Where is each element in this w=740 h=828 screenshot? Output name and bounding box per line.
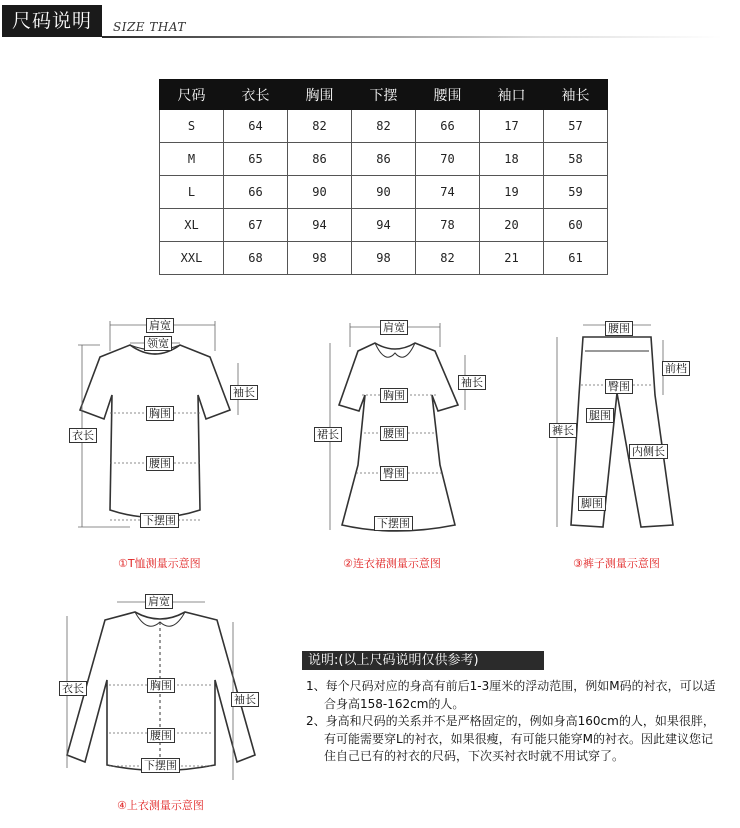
note-item: 2、身高和尺码的关系并不是严格固定的，例如身高160cm的人，如果很胖，有可能需要穿L的衬衣，如果很瘦，有可能只能穿M的衬衣。因此建议您记住自己已有的衬衣的尺码，下次买衬衣时就不用试穿了。 [306,714,715,763]
notes-body [306,678,716,766]
column-header: 袖长 [544,80,608,110]
column-header: 尺码 [160,80,224,110]
table-cell: XL [160,209,224,242]
table-cell: M [160,143,224,176]
tshirt-diagram [60,315,255,540]
table-cell: 60 [544,209,608,242]
table-cell: 66 [224,176,288,209]
table-cell: 78 [416,209,480,242]
label-chest: 胸围 [146,406,174,421]
table-cell: 94 [352,209,416,242]
label-waist: 腰围 [146,456,174,471]
column-header: 下摆 [352,80,416,110]
label-sleeve-length: 袖长 [230,385,258,400]
caption-pants: ③裤子测量示意图 [573,557,660,570]
table-cell: 57 [544,110,608,143]
page-title: 尺码说明 [2,5,102,37]
table-cell: L [160,176,224,209]
label-inseam: 内侧长 [629,444,668,459]
table-cell: 67 [224,209,288,242]
label-hip: 臀围 [380,466,408,481]
table-row [160,176,608,209]
label-pants-length: 裤长 [549,423,577,438]
label-dress-length: 裙长 [314,427,342,442]
caption-tshirt: ①T恤测量示意图 [118,557,201,570]
table-cell: 98 [288,242,352,275]
table-cell: 82 [352,110,416,143]
pants-diagram [545,315,695,540]
label-waist: 腰围 [380,426,408,441]
label-hem: 下摆围 [140,513,179,528]
label-chest: 胸围 [380,388,408,403]
column-header: 衣长 [224,80,288,110]
table-cell: 18 [480,143,544,176]
dress-diagram [310,315,500,540]
label-neck-width: 领宽 [144,336,172,351]
table-cell: 82 [288,110,352,143]
label-hem: 下摆围 [374,516,413,531]
table-cell: 90 [288,176,352,209]
size-table-header-row [160,80,608,110]
table-cell: S [160,110,224,143]
label-shoulder-width: 肩宽 [145,594,173,609]
table-cell: 86 [352,143,416,176]
label-chest: 胸围 [147,678,175,693]
table-cell: 94 [288,209,352,242]
column-header: 胸围 [288,80,352,110]
shirt-diagram [55,590,270,790]
table-cell: 74 [416,176,480,209]
table-row [160,242,608,275]
table-cell: 86 [288,143,352,176]
table-row [160,143,608,176]
table-cell: 17 [480,110,544,143]
page-subtitle: SIZE THAT [113,20,186,34]
table-cell: 59 [544,176,608,209]
label-sleeve-length: 袖长 [231,692,259,707]
caption-shirt: ④上衣测量示意图 [117,799,204,812]
label-shoulder-width: 肩宽 [146,318,174,333]
table-cell: 58 [544,143,608,176]
table-cell: 98 [352,242,416,275]
table-cell: 90 [352,176,416,209]
label-sleeve-length: 袖长 [458,375,486,390]
label-shoulder-width: 肩宽 [380,320,408,335]
table-cell: 70 [416,143,480,176]
table-cell: 82 [416,242,480,275]
table-cell: 65 [224,143,288,176]
label-front-rise: 前档 [662,361,690,376]
table-cell: 68 [224,242,288,275]
table-cell: 21 [480,242,544,275]
size-table [159,79,608,275]
label-hip: 臀围 [605,379,633,394]
label-waist: 腰围 [147,728,175,743]
label-hem: 下摆围 [141,758,180,773]
table-cell: 61 [544,242,608,275]
label-thigh: 腿围 [586,408,614,423]
table-cell: 19 [480,176,544,209]
label-ankle: 脚围 [578,496,606,511]
table-cell: 66 [416,110,480,143]
page-header [0,0,740,46]
table-cell: 20 [480,209,544,242]
notes-title: 说明:(以上尺码说明仅供参考) [302,651,544,670]
table-cell: XXL [160,242,224,275]
label-body-length: 衣长 [59,681,87,696]
table-cell: 64 [224,110,288,143]
column-header: 袖口 [480,80,544,110]
label-waist: 腰围 [605,321,633,336]
table-row [160,110,608,143]
label-body-length: 衣长 [69,428,97,443]
caption-dress: ②连衣裙测量示意图 [343,557,441,570]
note-item: 1、每个尺码对应的身高有前后1-3厘米的浮动范围，例如M码的衬衣，可以适合身高158-162cm的人。 [306,679,716,711]
header-divider [102,36,722,38]
column-header: 腰围 [416,80,480,110]
table-row [160,209,608,242]
